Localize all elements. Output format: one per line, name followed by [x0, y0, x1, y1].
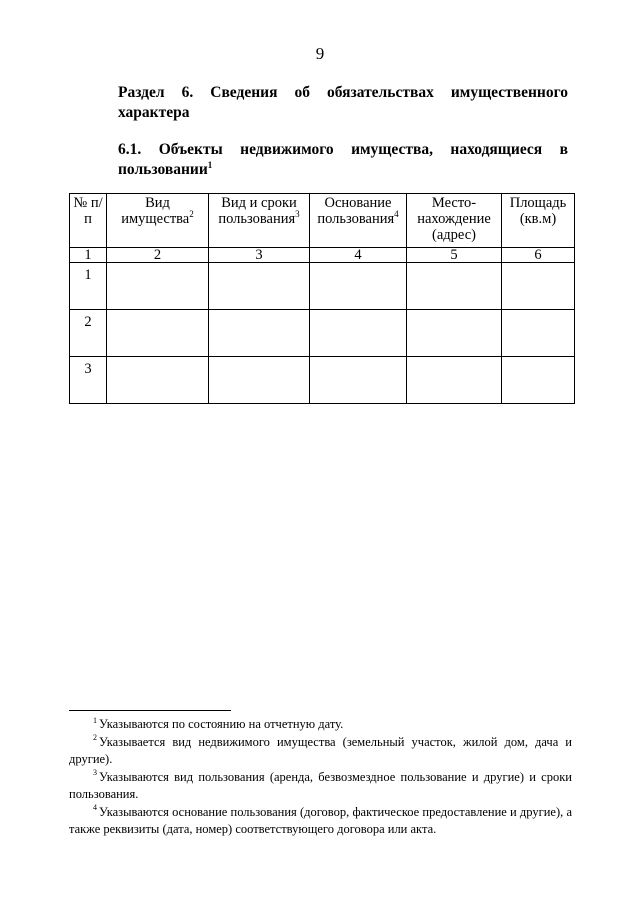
table-cell — [209, 310, 310, 357]
table-row — [70, 263, 575, 310]
header-cell — [310, 194, 407, 248]
column-number: 5 — [407, 248, 502, 263]
table-cell — [107, 357, 209, 404]
header-footnote-ref: 4 — [394, 209, 399, 220]
table-cell — [107, 263, 209, 310]
table-cell — [502, 357, 575, 404]
footnote-mark: 3 — [93, 768, 97, 778]
header-footnote-ref: 2 — [189, 209, 194, 220]
column-number: 6 — [502, 248, 575, 263]
table-cell — [209, 357, 310, 404]
table-header-row — [70, 194, 575, 248]
table-row — [70, 357, 575, 404]
footnote — [69, 734, 572, 769]
footnote — [69, 769, 572, 804]
header-text: Место-нахождение (адрес) — [417, 195, 491, 243]
footnote-separator — [69, 710, 231, 711]
column-number: 2 — [107, 248, 209, 263]
header-text: Площадь (кв.м) — [509, 195, 567, 227]
footnote-text: Указываются основание пользования (договор, фактическое предоставление и другие), а также реквизиты (дата, номер) соответствующего договора или акта. — [69, 804, 572, 836]
subsection-title — [118, 140, 568, 180]
subsection-title-text: 6.1. Объекты недвижимого имущества, находящиеся в пользовании — [118, 141, 568, 178]
row-number: 1 — [70, 263, 107, 310]
footnotes — [69, 716, 572, 839]
column-number-row — [70, 248, 575, 263]
column-number: 1 — [70, 248, 107, 263]
header-cell — [107, 194, 209, 248]
header-cell — [407, 194, 502, 248]
header-text: № п/п — [73, 195, 103, 227]
table-cell — [310, 310, 407, 357]
property-table — [69, 193, 575, 404]
footnote-mark: 4 — [93, 803, 97, 813]
footnote-text: Указываются по состоянию на отчетную дату. — [99, 717, 344, 731]
header-text: Вид и сроки пользования — [218, 195, 297, 227]
table-row — [70, 310, 575, 357]
table-cell — [310, 357, 407, 404]
table-cell — [502, 263, 575, 310]
footnote-mark: 1 — [93, 715, 97, 725]
footnote — [69, 716, 572, 734]
header-footnote-ref: 3 — [295, 209, 300, 220]
header-text: Основание пользования — [317, 195, 395, 227]
footnote-mark: 2 — [93, 733, 97, 743]
footnote — [69, 804, 572, 839]
table-cell — [502, 310, 575, 357]
header-cell — [502, 194, 575, 248]
table-cell — [407, 357, 502, 404]
page-number: 9 — [315, 44, 325, 63]
column-number: 4 — [310, 248, 407, 263]
table-cell — [407, 263, 502, 310]
footnote-text: Указываются вид пользования (аренда, безвозмездное пользование и другие) и сроки пользования. — [69, 769, 572, 801]
footnote-text: Указывается вид недвижимого имущества (земельный участок, жилой дом, дача и другие). — [69, 734, 572, 766]
table-cell — [209, 263, 310, 310]
table-cell — [107, 310, 209, 357]
footnote-ref: 1 — [207, 159, 213, 170]
header-text: Вид имущества — [121, 195, 190, 227]
row-number: 3 — [70, 357, 107, 404]
column-number: 3 — [209, 248, 310, 263]
header-cell — [209, 194, 310, 248]
header-cell — [70, 194, 107, 248]
table-cell — [407, 310, 502, 357]
row-number: 2 — [70, 310, 107, 357]
table-cell — [310, 263, 407, 310]
section-title: Раздел 6. Сведения об обязательствах имущественного характера — [118, 84, 568, 121]
